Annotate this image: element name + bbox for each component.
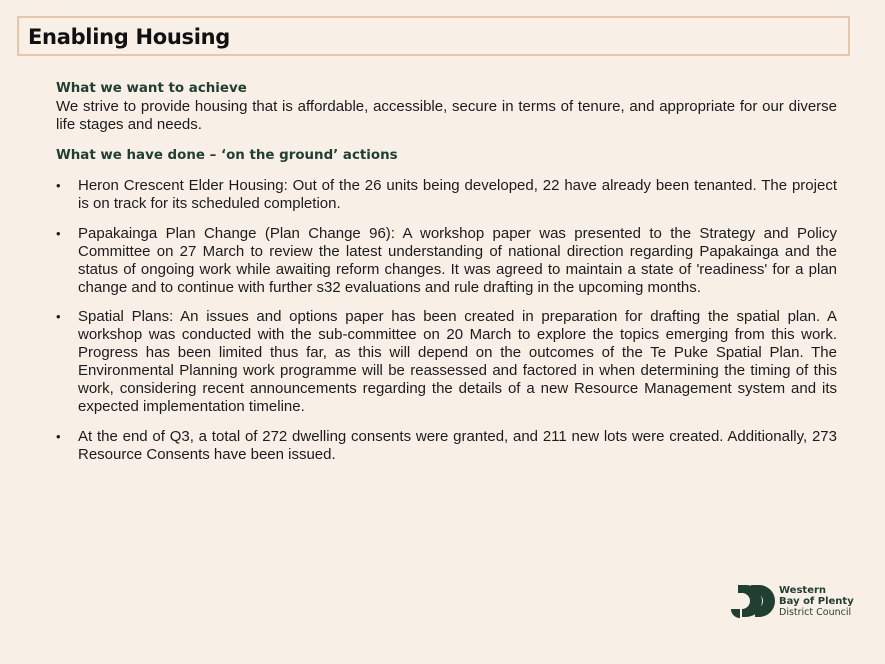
list-item-text: At the end of Q3, a total of 272 dwelling consents were granted, and 211 new lots were created. Additionally, 273 Resource Consents have been issued. — [78, 427, 837, 463]
logo-line-2: Bay of Plenty — [779, 596, 854, 607]
section-heading-actions: What we have done – ‘on the ground’ actions — [56, 148, 398, 163]
logo-line-3: District Council — [779, 607, 852, 618]
council-logo — [729, 582, 859, 622]
bullet-icon: • — [56, 225, 61, 241]
title-banner — [17, 16, 850, 56]
list-item — [56, 308, 837, 415]
bullet-icon: • — [56, 428, 61, 444]
list-item-text: Papakainga Plan Change (Plan Change 96): A workshop paper was presented to the Strategy and Policy Committee on 27 March to review the latest understanding of national direction regarding Papakainga and the status of ongoing work while awaiting reform changes. It was agreed to maintain a state of 'readiness' for a plan change and to continue with further s32 evaluations and rule drafting in the upcoming months. — [78, 224, 837, 296]
logo-line-1: Western — [779, 585, 827, 596]
page-title: Enabling Housing — [28, 25, 231, 49]
list-item — [56, 177, 837, 213]
list-item-text: Heron Crescent Elder Housing: Out of the 26 units being developed, 22 have already been tenanted. The project is on track for its scheduled completion. — [78, 177, 837, 212]
main-content — [56, 80, 837, 476]
bullet-icon: • — [56, 178, 61, 193]
list-item — [56, 428, 837, 464]
council-logo-text — [779, 585, 854, 618]
council-logo-icon — [729, 582, 775, 620]
section-heading-achieve: What we want to achieve — [56, 81, 247, 96]
section-text-achieve: We strive to provide housing that is affordable, accessible, secure in terms of tenure, and appropriate for our diverse life stages and needs. — [56, 98, 837, 133]
list-item — [56, 225, 837, 297]
list-item-text: Spatial Plans: An issues and options paper has been created in preparation for drafting the spatial plan. A workshop was conducted with the sub-committee on 20 March to explore the topics emerging from this work. Progress has been limited thus far, as this will depend on the outcomes of the Te Puke Spatial Plan. The Environmental Planning work programme will be reassessed and factored in when determining the timing of this work, considering recent announcements regarding the details of a new Resource Management system and its expected implementation timeline. — [78, 308, 837, 415]
bullet-icon: • — [56, 309, 61, 325]
actions-list — [56, 177, 837, 464]
